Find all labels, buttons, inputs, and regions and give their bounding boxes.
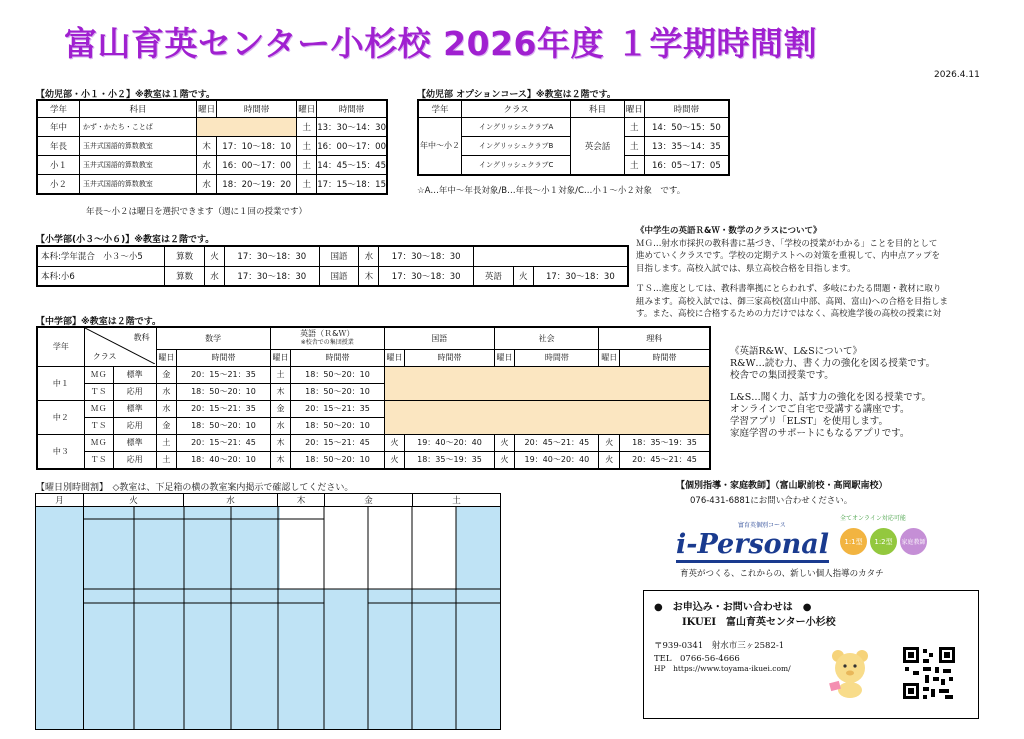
time-cell: 18：20～19：20	[217, 175, 297, 194]
weekly-header-row	[36, 494, 501, 507]
middle-table	[36, 326, 711, 470]
table-row	[37, 175, 387, 194]
middle-info-line: ＭＧ…射水市採択の教科書に基づき、「学校の授業がわかる」ことを目的として	[636, 238, 938, 249]
empty-cell	[384, 400, 710, 434]
ipersonal-logo	[676, 520, 829, 563]
middle-info-line: 目指します。高校入試では、県立高校合格を目指します。	[636, 263, 856, 274]
rw-info-line: 学習アプリ「ELST」を使用します。	[730, 416, 888, 427]
course-cell: 本科:小6	[37, 266, 165, 286]
contact-tel: TEL 0766-56-4666	[654, 654, 740, 664]
rw-info-line: R&W…読む力、書く力の強化を図る授業です。	[730, 358, 936, 369]
class-cell: ＭＧ	[84, 434, 113, 451]
empty-cell	[474, 246, 628, 266]
day-cell: 土	[297, 156, 317, 175]
kids-heading: 【幼児部・小１・小２】※教室は１階です。	[36, 90, 216, 100]
time-cell: 18：50～20：10	[177, 417, 271, 434]
day-cell: 土	[624, 137, 644, 156]
subject-cell: 算数	[165, 246, 205, 266]
time-cell: 19：40～20：40	[515, 451, 599, 469]
table-row	[37, 400, 710, 417]
day-cell: 土	[297, 118, 317, 137]
header-cell: 科目	[571, 100, 624, 118]
grade-cell: 中２	[37, 400, 84, 434]
level-cell: 応用	[113, 451, 156, 469]
elem-heading: 【小学部(小３～小６)】※教室は２階です。	[36, 235, 215, 245]
day-cell: 土	[297, 137, 317, 156]
class-cell: ＴＳ	[84, 383, 113, 400]
day-header: 月	[36, 494, 84, 507]
day-cell: 木	[270, 451, 291, 469]
middle-heading: 【中学部】※教室は２階です。	[36, 317, 162, 327]
header-cell: 学年	[418, 100, 462, 118]
table-row	[37, 137, 387, 156]
weekly-table	[35, 493, 501, 730]
personal-heading: 【個別指導・家庭教師】（富山駅前校・高岡駅南校）	[676, 481, 888, 491]
elem-table	[36, 245, 629, 287]
day-cell: 火	[384, 434, 405, 451]
course-cell: 本科:学年混合 小３～小5	[37, 246, 165, 266]
contact-brand: IKUEI 富山育英センター小杉校	[682, 617, 836, 628]
table-row	[418, 118, 729, 137]
time-cell: 20：45～21：45	[620, 451, 710, 469]
day-cell: 金	[156, 366, 177, 383]
header-label: クラス	[92, 351, 117, 361]
rw-info-line	[730, 382, 990, 392]
option-header-row	[418, 100, 729, 118]
middle-info-title: 《中学生の英語Ｒ&Ｗ・数学のクラスについて》	[636, 226, 822, 236]
day-cell: 土	[270, 366, 291, 383]
time-cell: 18：35～19：35	[620, 434, 710, 451]
header-cell: 学年	[37, 100, 79, 118]
monday-column	[36, 507, 84, 730]
subject-label: 英語（Ｒ&Ｗ）	[300, 329, 355, 339]
online-label: 全てオンライン対応可能	[840, 515, 906, 522]
day-cell: 水	[270, 417, 291, 434]
logo-subtext: 富育英個別コース	[738, 522, 786, 529]
qr-code-icon	[901, 645, 957, 701]
day-header: 木	[278, 494, 325, 507]
day-header: 水	[184, 494, 278, 507]
grade-cell: 中１	[37, 366, 84, 400]
day-header: 曜日	[384, 349, 405, 366]
header-cell: 曜日	[624, 100, 644, 118]
day-header: 曜日	[270, 349, 291, 366]
day-header: 曜日	[599, 349, 620, 366]
time-cell: 18：50～20：10	[291, 417, 385, 434]
time-cell: 18：35～19：35	[405, 451, 494, 469]
middle-info-line: す。また、高校に合格するための力だけではなく、高校進学後の高校の授業に対	[636, 309, 942, 319]
day-cell: 土	[297, 175, 317, 194]
kids-table	[36, 99, 388, 195]
subject-header: 理科	[599, 327, 710, 349]
time-cell: 20：15～21：45	[291, 434, 385, 451]
subject-cell: かず・かたち・ことば	[79, 118, 196, 137]
rw-info-title: 《英語R&W、L&Sについて》	[730, 346, 862, 357]
plan-circles	[840, 528, 927, 555]
day-cell: 木	[270, 383, 291, 400]
grade-cell: 年長	[37, 137, 79, 156]
plan-1to2: 1:2型	[870, 528, 897, 555]
time-header: 時間帯	[291, 349, 385, 366]
day-cell: 水	[359, 246, 379, 266]
time-cell: 13：35～14：35	[644, 137, 729, 156]
day-header: 土	[413, 494, 501, 507]
time-cell: 19：40～20：40	[405, 434, 494, 451]
day-header: 曜日	[494, 349, 515, 366]
day-cell: 土	[624, 156, 644, 175]
option-heading: 【幼児部 オプションコース】※教室は２階です。	[417, 90, 616, 100]
middle-info-line: 進めていくクラスです。学校の定期テストへの対策を重視して、内申点アップを	[636, 251, 940, 261]
time-cell: 18：40～20：10	[177, 451, 271, 469]
day-cell: 木	[197, 137, 217, 156]
contact-address: 〒939-0341 射水市三ヶ2582-1	[654, 641, 785, 651]
mascot-bear-icon	[826, 646, 874, 698]
grade-cell: 中３	[37, 434, 84, 469]
time-cell: 18：50～20：10	[177, 383, 271, 400]
time-header: 時間帯	[620, 349, 710, 366]
rw-info-line: L&S…聞く力、話す力の強化を図る授業です。	[730, 392, 932, 403]
time-cell: 17：10～18：10	[217, 137, 297, 156]
time-cell: 20：15～21：35	[177, 400, 271, 417]
time-cell: 17：30～18：30	[379, 246, 474, 266]
day-cell: 火	[205, 246, 225, 266]
day-cell: 木	[270, 434, 291, 451]
option-table	[417, 99, 730, 176]
time-cell: 17：15～18：15	[317, 175, 387, 194]
time-header: 時間帯	[177, 349, 271, 366]
time-cell: 18：50～20：10	[291, 366, 385, 383]
rw-info-line: 家庭学習のサポートにもなるアプリです。	[730, 428, 910, 439]
subject-cell: 英語	[474, 266, 514, 286]
day-header: 火	[84, 494, 184, 507]
subject-header	[270, 327, 384, 349]
grade-cell: 小１	[37, 156, 79, 175]
subject-cell: 国語	[319, 266, 359, 286]
day-cell: 水	[197, 175, 217, 194]
class-cell: イングリッシュクラブB	[462, 137, 571, 156]
level-cell: 標準	[113, 434, 156, 451]
rw-info-line: 校舎での集団授業です。	[730, 370, 834, 381]
grade-cell: 年中	[37, 118, 79, 137]
day-cell: 木	[359, 266, 379, 286]
time-cell: 20：15～21：35	[177, 366, 271, 383]
weekly-body-row	[36, 507, 501, 730]
level-cell: 標準	[113, 400, 156, 417]
personal-phone: 076-431-6881にお問い合わせください。	[690, 496, 853, 506]
class-cell: ＴＳ	[84, 417, 113, 434]
day-cell: 水	[197, 156, 217, 175]
subject-header: 数学	[156, 327, 270, 349]
day-cell: 水	[156, 383, 177, 400]
middle-info	[636, 225, 986, 321]
subject-cell: 玉井式国語的算数教室	[79, 156, 196, 175]
table-row	[37, 266, 628, 286]
middle-header-row	[37, 327, 710, 349]
level-cell: 標準	[113, 366, 156, 383]
time-header: 時間帯	[515, 349, 599, 366]
time-cell: 17：30～18：30	[224, 246, 319, 266]
logo-text: i-Personal	[676, 529, 829, 563]
day-cell: 火	[599, 434, 620, 451]
weekly-heading: 【曜日別時間割】 ◇教室は、下足箱の横の教室案内掲示で確認してください。	[36, 483, 354, 493]
weekly-grid	[84, 507, 501, 730]
contact-box	[643, 590, 979, 719]
subject-cell: 英会話	[571, 118, 624, 175]
subject-cell: 玉井式国語的算数教室	[79, 137, 196, 156]
header-cell: 曜日	[297, 100, 317, 118]
kids-header-row	[37, 100, 387, 118]
table-row	[37, 366, 710, 383]
time-cell: 17：30～18：30	[224, 266, 319, 286]
day-cell: 水	[156, 400, 177, 417]
middle-info-line	[636, 275, 986, 283]
day-header: 曜日	[156, 349, 177, 366]
day-cell: 土	[156, 451, 177, 469]
table-row	[37, 156, 387, 175]
time-cell: 17：30～18：30	[533, 266, 628, 286]
level-cell: 応用	[113, 383, 156, 400]
date: 2026.4.11	[934, 70, 980, 80]
contact-hp: HP https://www.toyama-ikuei.com/	[654, 664, 791, 673]
day-cell: 金	[270, 400, 291, 417]
class-cell: イングリッシュクラブA	[462, 118, 571, 137]
empty-cell	[384, 366, 710, 400]
table-row	[37, 451, 710, 469]
subject-header: 国語	[384, 327, 494, 349]
subject-header: 社会	[494, 327, 599, 349]
day-cell: 火	[494, 434, 515, 451]
day-cell: 土	[156, 434, 177, 451]
contact-title: ● お申込み・お問い合わせは ●	[654, 602, 812, 613]
time-cell: 20：45～21：45	[515, 434, 599, 451]
header-label: 教科	[133, 333, 150, 342]
header-cell: 学年	[37, 327, 84, 366]
level-cell: 応用	[113, 417, 156, 434]
day-cell: 土	[624, 118, 644, 137]
time-cell: 17：30～18：30	[379, 266, 474, 286]
day-cell: 水	[205, 266, 225, 286]
page-title: 富山育英センター小杉校 2026年度 １学期時間割	[64, 24, 818, 63]
time-cell: 14：50～15：50	[644, 118, 729, 137]
class-cell: イングリッシュクラブC	[462, 156, 571, 175]
table-row	[37, 246, 628, 266]
rw-info-line: オンラインでご自宅で受講する講座です。	[730, 404, 910, 415]
subject-cell: 玉井式国語的算数教室	[79, 175, 196, 194]
weekly-schedule	[35, 493, 500, 729]
day-cell: 火	[384, 451, 405, 469]
header-cell: 曜日	[197, 100, 217, 118]
time-cell: 16：05～17：05	[644, 156, 729, 175]
table-row	[37, 118, 387, 137]
time-cell: 16：00～17：00	[317, 137, 387, 156]
time-cell: 16：00～17：00	[217, 156, 297, 175]
time-header: 時間帯	[405, 349, 494, 366]
middle-info-line: ＴＳ…進度としては、教科書準拠にとらわれず、多岐にわたる問題・教材に取り	[636, 284, 942, 294]
day-cell: 火	[513, 266, 533, 286]
class-cell: ＭＧ	[84, 366, 113, 383]
option-note: ☆A…年中～年長対象/B…年長～小１対象/C…小１～小２対象 です。	[417, 186, 686, 196]
subject-cell: 算数	[165, 266, 205, 286]
diag-header	[84, 327, 156, 366]
plan-tutor: 家庭教師	[900, 528, 927, 555]
plan-1to1: 1:1型	[840, 528, 867, 555]
time-cell: 14：45～15：45	[317, 156, 387, 175]
day-cell: 火	[599, 451, 620, 469]
grade-cell: 小２	[37, 175, 79, 194]
weekly-grid-lines	[84, 507, 501, 729]
middle-info-line: 組みます。高校入試では、御三家高校(富山中部、高岡、富山)への合格を目指しま	[636, 296, 948, 307]
time-cell: 20：15～21：45	[177, 434, 271, 451]
rw-info	[730, 346, 990, 440]
table-row	[37, 434, 710, 451]
header-cell: 時間帯	[644, 100, 729, 118]
header-cell: 時間帯	[317, 100, 387, 118]
day-header: 金	[325, 494, 413, 507]
class-cell: ＭＧ	[84, 400, 113, 417]
tagline: 育英がつくる、これからの、新しい個人指導のカタチ	[680, 569, 884, 579]
empty-cell	[197, 118, 297, 137]
subject-cell: 国語	[319, 246, 359, 266]
header-cell: 科目	[79, 100, 196, 118]
time-cell: 13：30～14：30	[317, 118, 387, 137]
day-cell: 金	[156, 417, 177, 434]
subject-sublabel: ※校舎での集団授業	[300, 339, 354, 347]
time-cell: 18：50～20：10	[291, 383, 385, 400]
day-cell: 火	[494, 451, 515, 469]
kids-note: 年長～小２は曜日を選択できます（週に１回の授業です）	[86, 207, 308, 217]
grade-cell: 年中～小２	[418, 118, 462, 175]
time-cell: 18：50～20：10	[291, 451, 385, 469]
time-cell: 20：15～21：35	[291, 400, 385, 417]
header-cell: クラス	[462, 100, 571, 118]
header-cell: 時間帯	[217, 100, 297, 118]
class-cell: ＴＳ	[84, 451, 113, 469]
